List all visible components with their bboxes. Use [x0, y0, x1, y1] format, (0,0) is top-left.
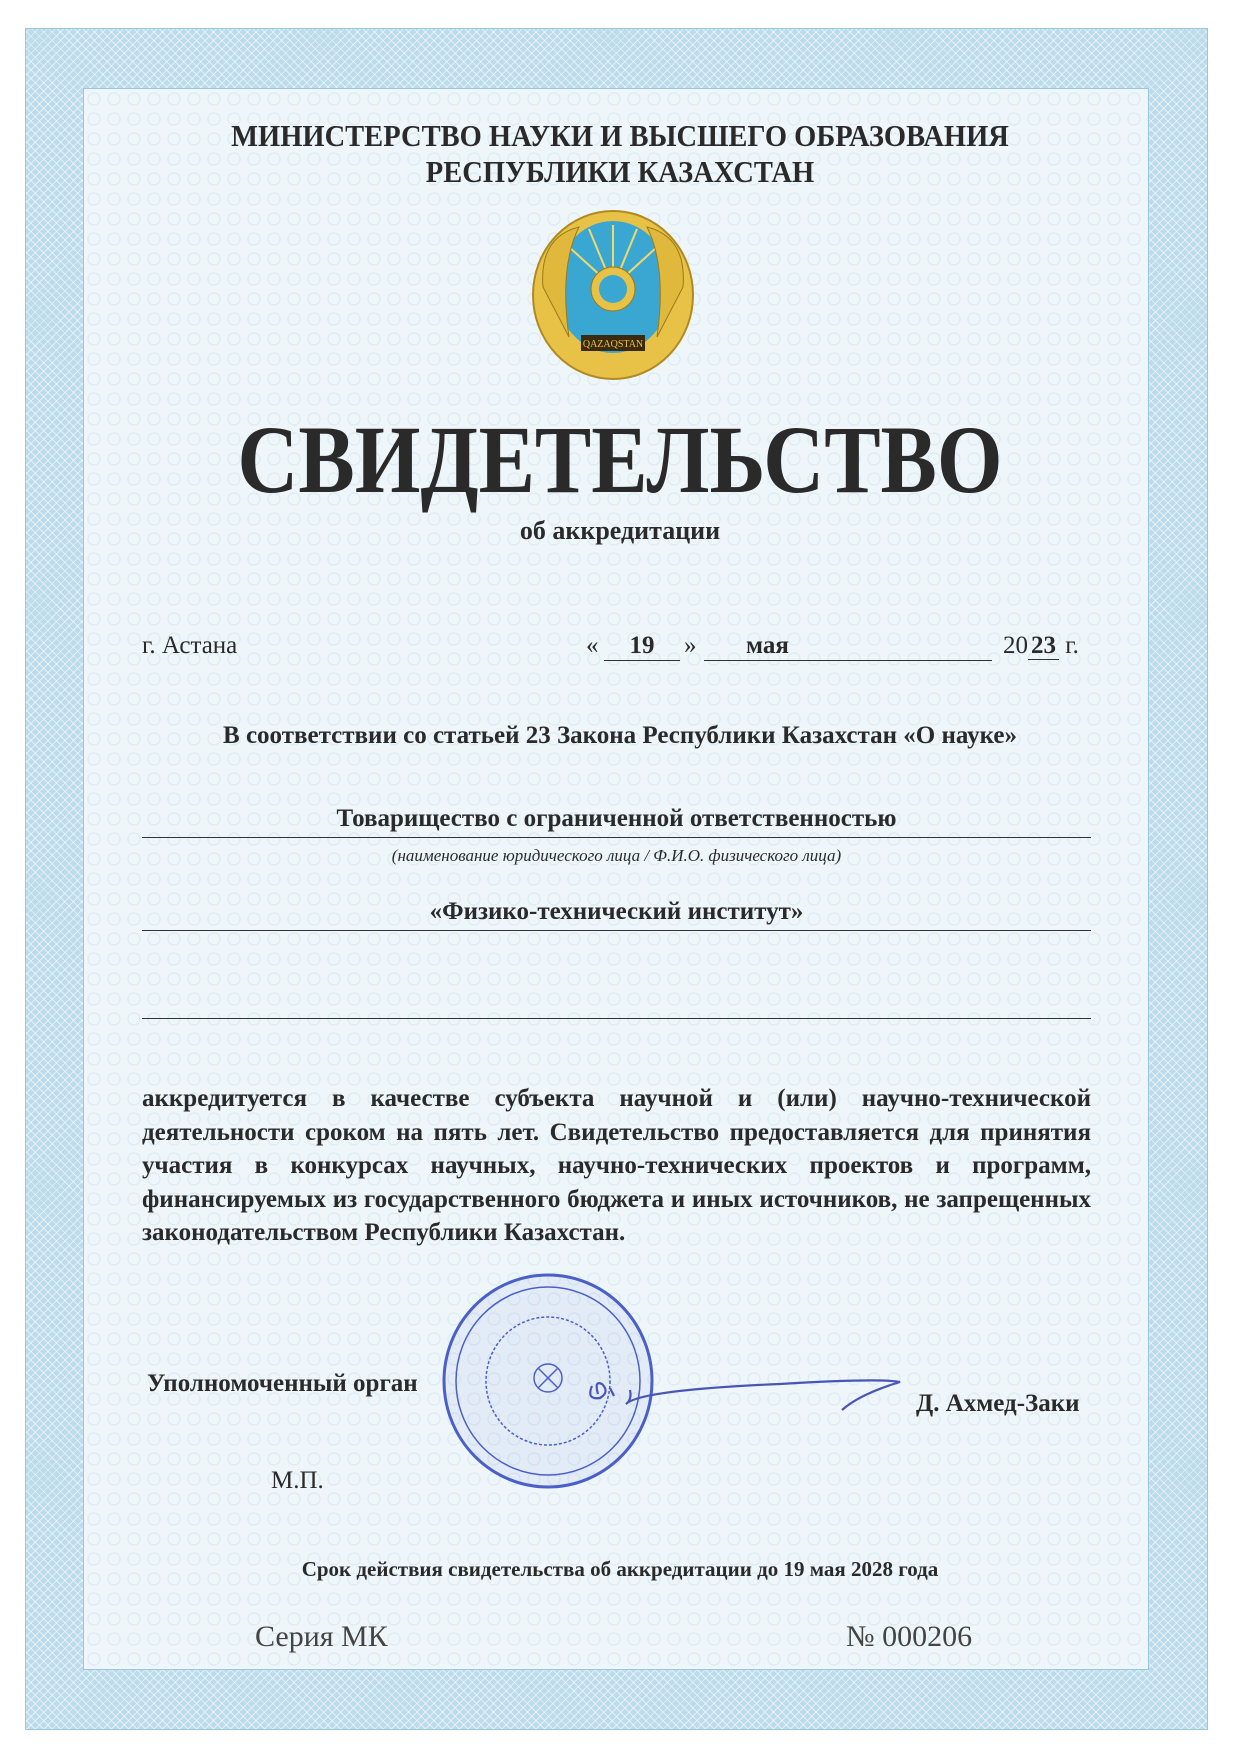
ministry-heading	[50, 118, 1191, 190]
year-prefix: 20	[1003, 632, 1028, 659]
accreditation-text: аккредитуется в качестве субъекта научной и (или) научно-технической деятельности сроком на пять лет. Свидетельство предоставляется для принятия участия в конкурсах научных, научно-технических проектов и программ, финансируемых из государственного бюджета и иных источников, не запрещенных законодательством Республики Казахстан.	[142, 1085, 1091, 1246]
entity-line-2: «Физико-технический институт»	[142, 898, 1091, 931]
date-year	[1003, 632, 1079, 660]
authority-label: Уполномоченный орган	[147, 1370, 418, 1397]
kazakhstan-emblem-icon	[529, 207, 697, 387]
city: г. Астана	[142, 632, 238, 659]
year-unit: г.	[1065, 632, 1079, 659]
date-month: мая	[704, 632, 992, 661]
handwritten-signature	[580, 1370, 920, 1420]
signatory-name: Д. Ахмед-Заки	[916, 1390, 1080, 1417]
law-reference: В соответствии со статьей 23 Закона Республики Казахстан «О науке»	[223, 722, 1017, 749]
document-title: СВИДЕТЕЛЬСТВО	[237, 406, 1003, 513]
date-day: 19	[604, 632, 680, 661]
blank-line	[142, 1018, 1091, 1019]
seal-label: М.П.	[271, 1467, 324, 1494]
certificate-number: № 000206	[846, 1620, 973, 1653]
entity-caption: (наименование юридического лица / Ф.И.О. физического лица)	[391, 846, 842, 865]
ministry-line-1: МИНИСТЕРСТВО НАУКИ И ВЫСШЕГО ОБРАЗОВАНИЯ	[231, 118, 1009, 153]
svg-text:QAZAQSTAN: QAZAQSTAN	[582, 339, 644, 350]
quote-open: «	[586, 632, 599, 659]
quote-close: »	[684, 632, 697, 659]
ministry-line-2: РЕСПУБЛИКИ КАЗАХСТАН	[425, 154, 815, 189]
series: Серия МК	[255, 1620, 388, 1653]
validity-period: Срок действия свидетельства об аккредитации до 19 мая 2028 года	[301, 1557, 939, 1581]
document-subtitle: об аккредитации	[519, 516, 721, 545]
year-suffix: 23	[1028, 632, 1059, 660]
entity-line-1: Товарищество с ограниченной ответственностью	[142, 805, 1091, 838]
